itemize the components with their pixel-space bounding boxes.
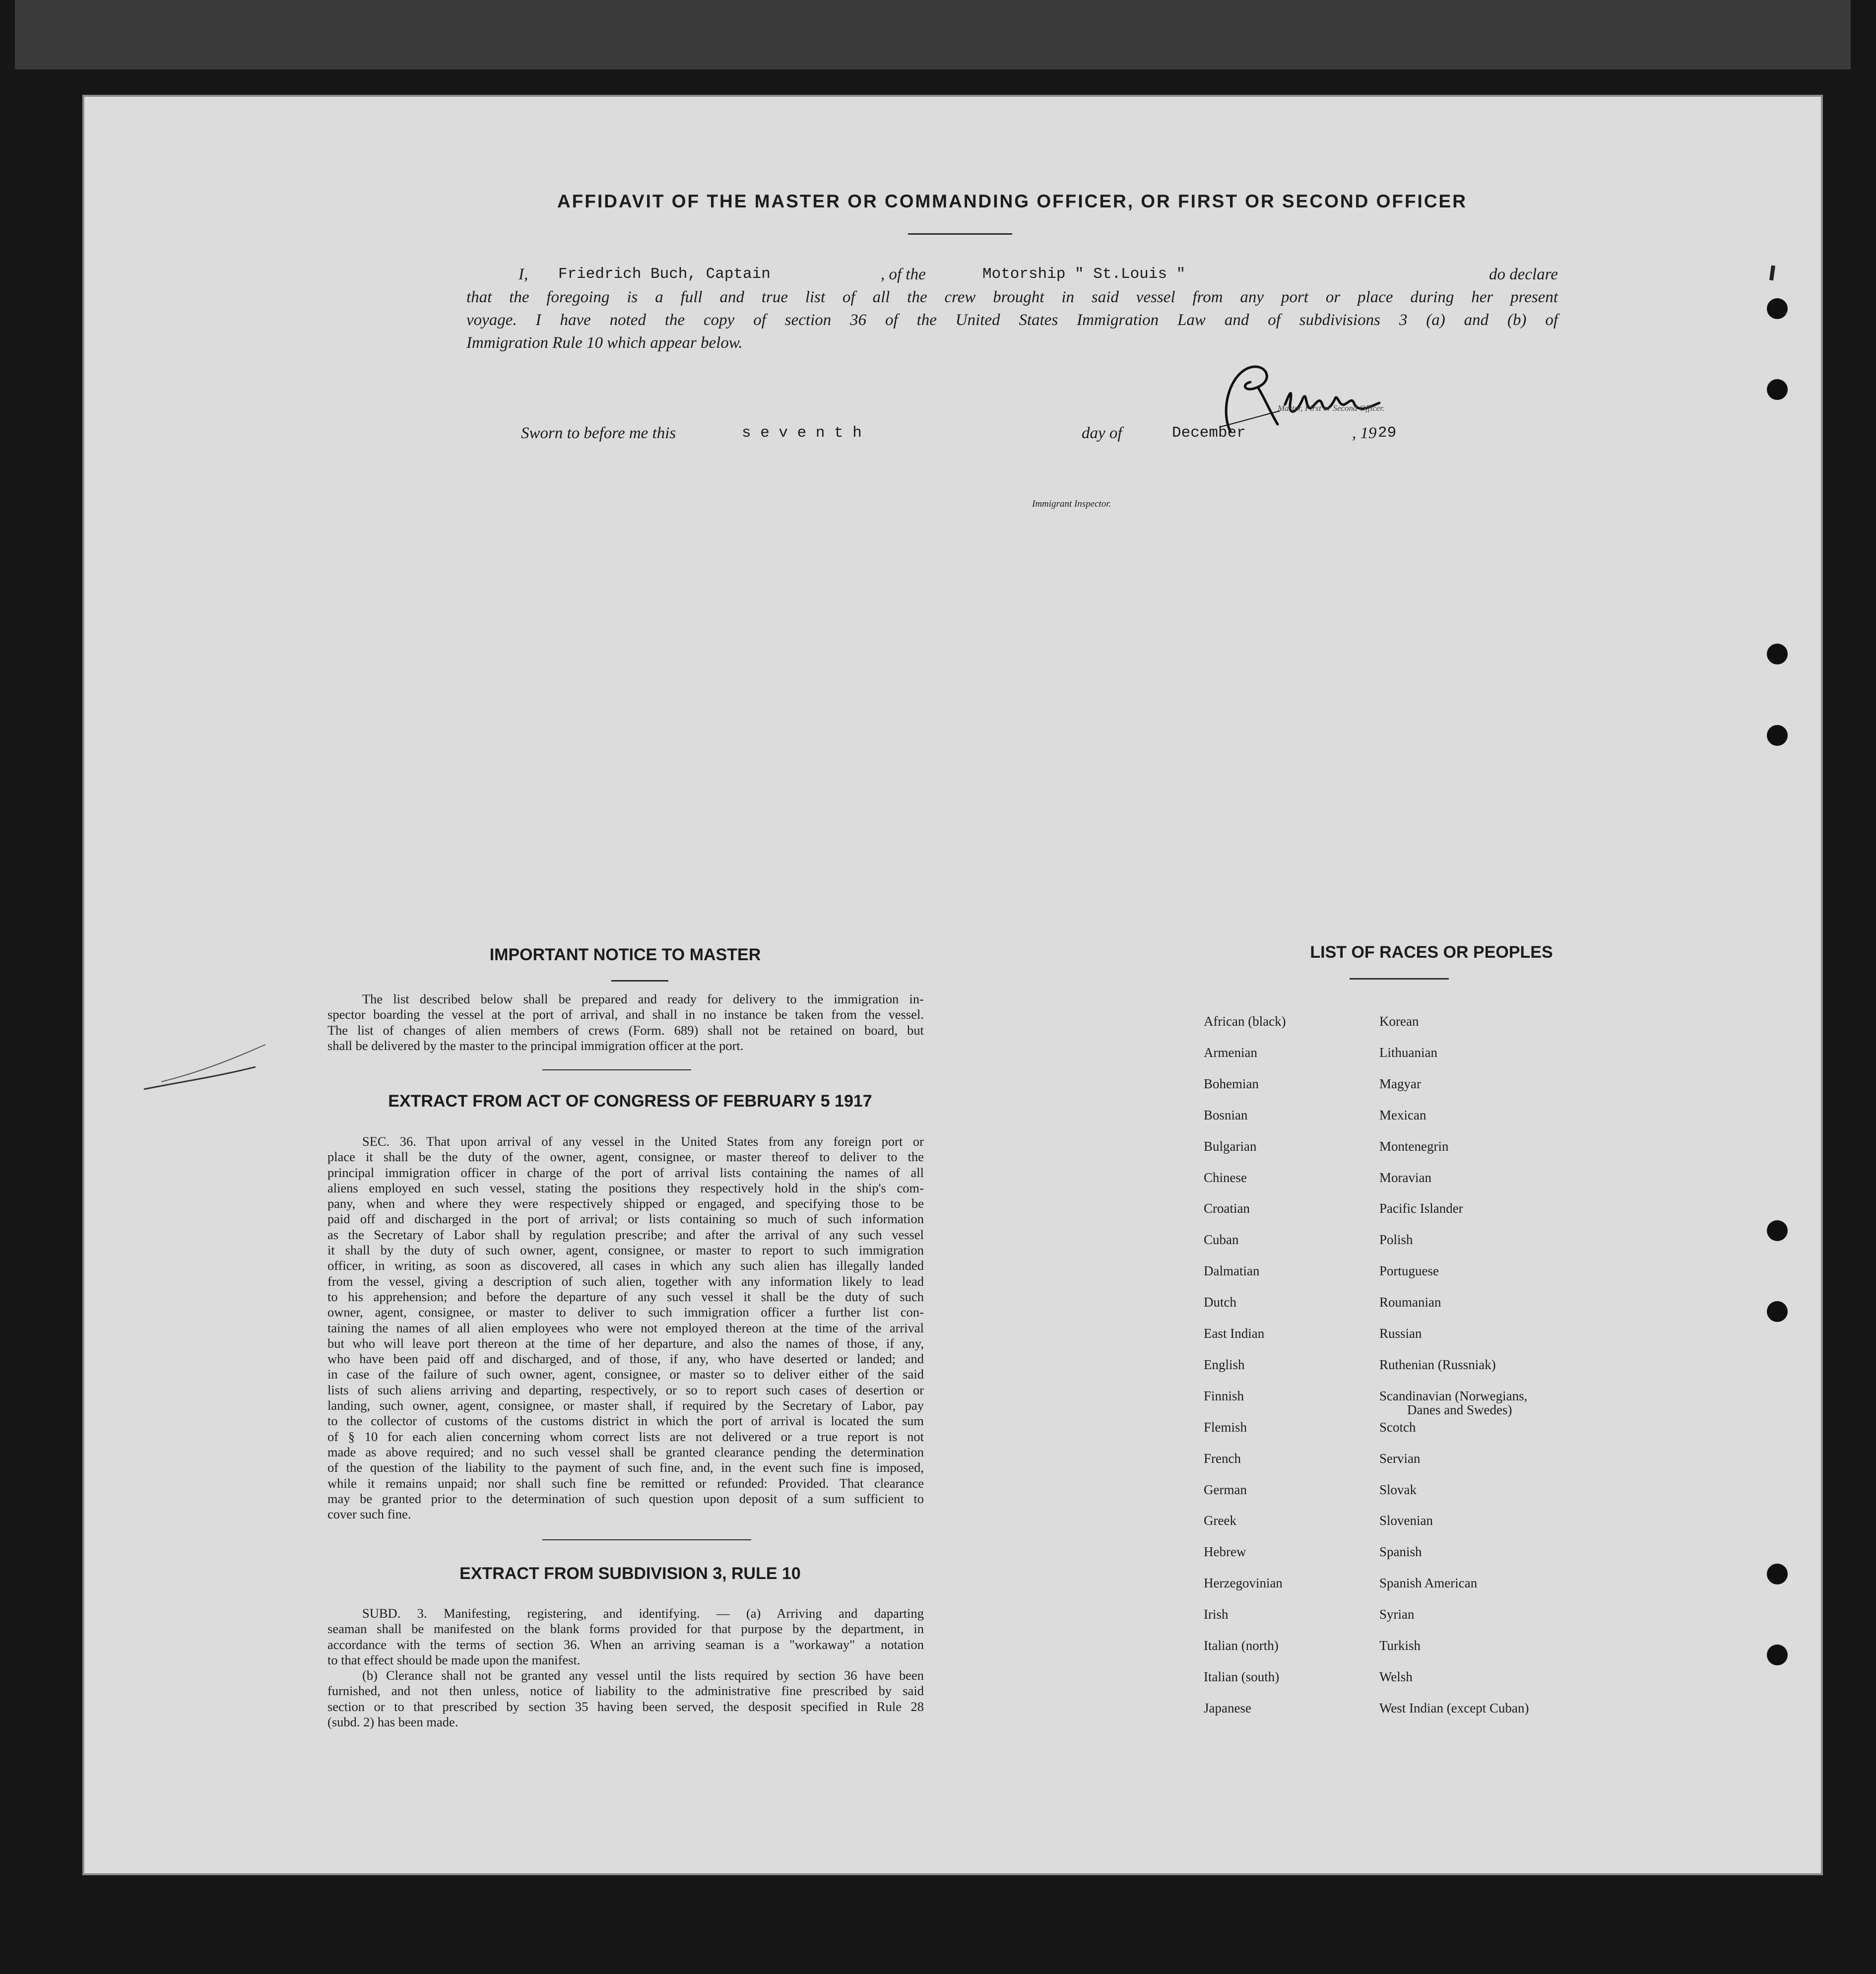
race-item: Lithuanian bbox=[1379, 1045, 1437, 1060]
notice-title: IMPORTANT NOTICE TO MASTER bbox=[489, 945, 761, 964]
race-item: Pacific Islander bbox=[1379, 1201, 1463, 1216]
notice-line: shall be delivered by the master to the principal immigration officer at the port. bbox=[327, 1038, 744, 1053]
punch-hole bbox=[1767, 1220, 1788, 1241]
race-item: Chinese bbox=[1204, 1170, 1247, 1185]
race-item: Danes and Swedes) bbox=[1407, 1402, 1512, 1417]
act-line: from the vessel, giving a description of such alien, together with any information likely to lead bbox=[327, 1273, 924, 1289]
act-line: cover such fine. bbox=[327, 1507, 411, 1522]
notice-text bbox=[327, 991, 924, 1053]
rule-line: seaman shall be manifested on the blank forms provided for that purpose by the department, in bbox=[327, 1621, 924, 1637]
race-item: Slovak bbox=[1379, 1482, 1417, 1497]
pencil-scribble bbox=[141, 1030, 275, 1099]
race-item: English bbox=[1204, 1357, 1245, 1372]
race-item: French bbox=[1204, 1450, 1241, 1466]
declaration-line-4: Immigration Rule 10 which appear below. bbox=[466, 334, 743, 352]
rule-line: furnished, and not then unless, notice of liability to the administrative fine prescribed by said bbox=[327, 1683, 924, 1699]
inspector-label: Immigrant Inspector. bbox=[1032, 499, 1111, 509]
race-item: West Indian (except Cuban) bbox=[1379, 1700, 1529, 1715]
act-line: as the Secretary of Labor shall by regulation prescribe; and after the arrival of any such vessel bbox=[327, 1227, 924, 1242]
act-line: may be granted prior to the determination of such question upon deposit of a sum sufficient to bbox=[327, 1491, 924, 1506]
rule-line: (b) Clerance shall not be granted any vessel until the lists required by section 36 have been bbox=[362, 1668, 924, 1683]
declaration-line-1 bbox=[466, 265, 1558, 287]
punch-hole bbox=[1767, 725, 1788, 746]
punch-hole bbox=[1767, 1564, 1788, 1584]
punch-hole bbox=[1767, 1301, 1788, 1322]
act-line: while it remains unpaid; nor shall such fine be remitted or refunded: Provided. That clearance bbox=[327, 1475, 924, 1491]
notice-line: spector boarding the vessel at the port of arrival, and shall in no instance be taken from the vessel. bbox=[327, 1007, 924, 1022]
races-title: LIST OF RACES OR PEOPLES bbox=[1310, 943, 1553, 962]
race-item: East Indian bbox=[1204, 1326, 1265, 1341]
race-item: Spanish bbox=[1379, 1544, 1422, 1560]
act-line: pany, when and where they were respectively shipped or engaged, and specifying those to be bbox=[327, 1196, 924, 1211]
pronoun-label: I, bbox=[518, 265, 528, 283]
rule-title: EXTRACT FROM SUBDIVISION 3, RULE 10 bbox=[459, 1564, 801, 1583]
act-text bbox=[327, 1134, 924, 1522]
race-item: African (black) bbox=[1204, 1014, 1286, 1029]
race-item: Russian bbox=[1379, 1326, 1422, 1341]
manifest-page bbox=[84, 97, 1821, 1873]
notice-divider bbox=[542, 1069, 691, 1070]
rule-line: to that effect should be made upon the manifest. bbox=[327, 1652, 581, 1667]
act-line: place it shall be the duty of the owner, agent, consignee, or master thereof to deliver to the bbox=[327, 1149, 924, 1165]
rule-line: section or to that prescribed by section 35 having been served, the desposit specified in Rule 28 bbox=[327, 1699, 924, 1714]
act-line: who have been paid off and discharged, and of those, if any, who have deserted or landed; and bbox=[327, 1351, 924, 1367]
act-line: SEC. 36. That upon arrival of any vessel in the United States from any foreign port or bbox=[362, 1134, 924, 1149]
punch-hole bbox=[1767, 298, 1788, 319]
race-item: Syrian bbox=[1379, 1607, 1415, 1622]
race-item: Hebrew bbox=[1204, 1544, 1246, 1560]
act-line: of the question of the liability to the payment of such fine, and, in the event such fine is imposed, bbox=[327, 1460, 924, 1475]
act-divider bbox=[542, 1539, 751, 1540]
rule-line: (subd. 2) has been made. bbox=[327, 1714, 458, 1730]
affidavit-title: AFFIDAVIT OF THE MASTER OR COMMANDING OFFICER, OR FIRST OR SECOND OFFICER bbox=[557, 191, 1467, 211]
race-item: Roumanian bbox=[1379, 1295, 1441, 1310]
sworn-month: December bbox=[1172, 424, 1246, 442]
vessel-name: Motorship " St.Louis " bbox=[982, 265, 1186, 283]
race-item: Japanese bbox=[1204, 1700, 1251, 1715]
declaration-line-2: that the foregoing is a full and true list of all the crew brought in said vessel from any port or place during her present bbox=[466, 288, 1558, 306]
act-line: made as above required; and no such vessel shall be granted clearance pending the determination bbox=[327, 1444, 924, 1459]
act-line: but who will leave port thereon at the time of her departure, and also the names of those, if any, bbox=[327, 1335, 924, 1351]
notice-line: The list of changes of alien members of crews (Form. 689) shall not be retained on board, but bbox=[327, 1022, 924, 1038]
race-item: Servian bbox=[1379, 1450, 1421, 1466]
race-item: Magyar bbox=[1379, 1076, 1421, 1091]
race-item: Armenian bbox=[1204, 1045, 1257, 1060]
race-item: Greek bbox=[1204, 1513, 1236, 1528]
race-item: Italian (north) bbox=[1204, 1638, 1279, 1653]
race-item: Moravian bbox=[1379, 1170, 1431, 1185]
officer-name: Friedrich Buch, Captain bbox=[558, 265, 771, 283]
signature-label: Master, First or Second Officer. bbox=[1278, 403, 1385, 413]
race-item: German bbox=[1204, 1482, 1247, 1497]
act-title: EXTRACT FROM ACT OF CONGRESS OF FEBRUARY 5 1917 bbox=[388, 1092, 872, 1111]
act-line: of § 10 for each alien concerning whom correct lists are not delivered or a true report is not bbox=[327, 1429, 924, 1444]
race-item: Bohemian bbox=[1204, 1076, 1259, 1091]
race-item: Korean bbox=[1379, 1014, 1419, 1029]
rule-line: accordance with the terms of section 36. When an arriving seaman is a "workaway" a notation bbox=[327, 1637, 924, 1652]
scanner-edge bbox=[15, 0, 1851, 69]
race-item: Portuguese bbox=[1379, 1263, 1439, 1279]
race-item: Welsh bbox=[1379, 1669, 1413, 1684]
race-item: Montenegrin bbox=[1379, 1138, 1449, 1154]
race-item: Turkish bbox=[1379, 1638, 1421, 1653]
races-rule bbox=[1350, 978, 1449, 980]
year-prefix: , 19 bbox=[1352, 424, 1377, 442]
sworn-label: Sworn to before me this bbox=[521, 424, 676, 442]
declaration-line-3: voyage. I have noted the copy of section 36 of the United States Immigration Law and of subdivisions 3 (a) and (b) of bbox=[466, 311, 1558, 329]
race-item: Scotch bbox=[1379, 1419, 1416, 1435]
declare-label: do declare bbox=[1489, 265, 1558, 283]
punch-hole bbox=[1767, 379, 1788, 400]
race-item: Cuban bbox=[1204, 1232, 1239, 1248]
race-item: Slovenian bbox=[1379, 1513, 1433, 1528]
day-of-label: day of bbox=[1082, 424, 1122, 442]
sworn-year: 29 bbox=[1378, 424, 1397, 442]
race-item: Dalmatian bbox=[1204, 1263, 1260, 1279]
act-line: paid off and discharged in the port of arrival; or lists containing so much of such information bbox=[327, 1211, 924, 1227]
act-line: aliens employed en such vessel, stating the positions they respectively hold in the ship's com- bbox=[327, 1180, 924, 1195]
rule-line: SUBD. 3. Manifesting, registering, and identifying. — (a) Arriving and daparting bbox=[362, 1606, 924, 1621]
punch-hole bbox=[1767, 1645, 1788, 1665]
race-item: Ruthenian (Russniak) bbox=[1379, 1357, 1496, 1372]
race-item: Bosnian bbox=[1204, 1107, 1248, 1122]
race-item: Italian (south) bbox=[1204, 1669, 1280, 1684]
punch-hole bbox=[1767, 644, 1788, 664]
race-item: Mexican bbox=[1379, 1107, 1426, 1122]
race-item: Bulgarian bbox=[1204, 1138, 1257, 1154]
sworn-line bbox=[521, 424, 1414, 449]
race-item: Polish bbox=[1379, 1232, 1413, 1248]
of-the-label: , of the bbox=[881, 265, 926, 283]
race-item: Finnish bbox=[1204, 1388, 1244, 1403]
notice-line: The list described below shall be prepared and ready for delivery to the immigration in- bbox=[362, 991, 924, 1006]
act-line: owner, agent, consignee, or master to deliver to such immigration officer a further list con- bbox=[327, 1305, 924, 1320]
race-item: Irish bbox=[1204, 1607, 1229, 1622]
races-list bbox=[1204, 1014, 1700, 1828]
ink-mark bbox=[1769, 265, 1775, 281]
act-line: officer, in writing, as soon as discovered, all cases in which any such alien has illegally landed bbox=[327, 1258, 924, 1273]
race-item: Herzegovinian bbox=[1204, 1576, 1283, 1591]
rule-text bbox=[327, 1606, 924, 1730]
act-line: landing, such owner, agent, consignee, or master shall, if required by the Secretary of Labor, pay bbox=[327, 1398, 924, 1413]
race-item: Dutch bbox=[1204, 1295, 1236, 1310]
act-line: taining the names of all alien employees who were not employed thereon at the time of the arrival bbox=[327, 1320, 924, 1335]
act-line: it shall by the duty of such owner, agent, consignee, or master to report to such immigration bbox=[327, 1243, 924, 1258]
race-item: Spanish American bbox=[1379, 1576, 1478, 1591]
act-line: to his apprehension; and before the departure of any such vessel it shall be the duty of such bbox=[327, 1289, 924, 1304]
notice-rule bbox=[611, 980, 668, 982]
title-rule bbox=[908, 233, 1012, 235]
race-item: Scandinavian (Norwegians, bbox=[1379, 1388, 1528, 1403]
sworn-day: s e v e n t h bbox=[742, 424, 862, 442]
act-line: to the collector of customs of the customs district in which the port of arrival is located the sum bbox=[327, 1413, 924, 1429]
act-line: principal immigration officer in charge of the port of arrival lists containing the names of all bbox=[327, 1165, 924, 1180]
race-item: Flemish bbox=[1204, 1419, 1247, 1435]
act-line: lists of such aliens arriving and departing, respectively, or so to report such cases of desertion or bbox=[327, 1382, 924, 1397]
act-line: in case of the failure of such owner, agent, consignee, or master so to deliver either of the said bbox=[327, 1367, 924, 1382]
race-item: Croatian bbox=[1204, 1201, 1250, 1216]
